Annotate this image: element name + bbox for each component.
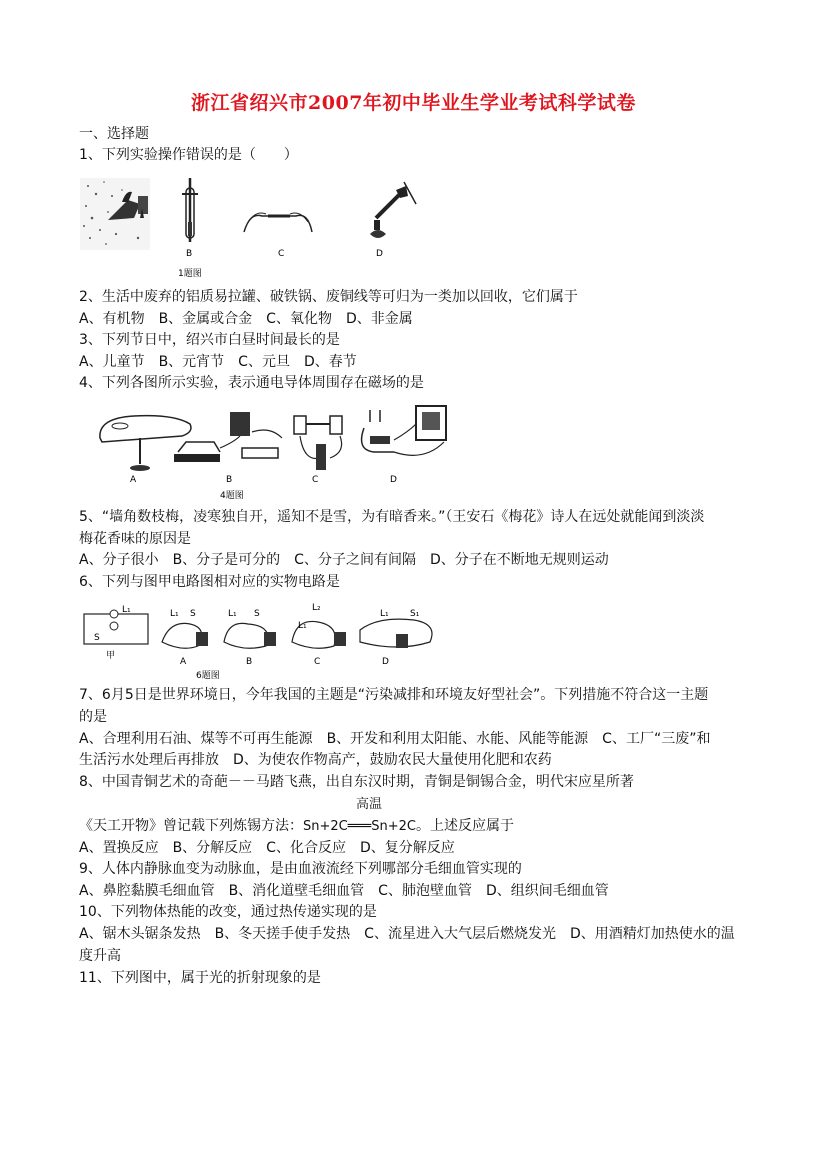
question-1-figure — [78, 172, 438, 280]
question-10-options-2: 度升高 — [79, 948, 121, 964]
question-9-stem: 9、人体内静脉血变为动脉血，是由血液流经下列哪部分毛细血管实现的 — [79, 861, 522, 877]
question-9-options: A、鼻腔黏膜毛细血管 B、消化道壁毛细血管 C、肺泡壁血管 D、组织间毛细血管 — [79, 883, 609, 899]
svg-text:S: S — [190, 609, 196, 619]
question-7-line-1: 7、6月5日是世界环境日，今年我国的主题是“污染减排和环境友好型社会”。下列措施不符合这一主题 — [79, 687, 709, 703]
svg-text:L₁: L₁ — [122, 605, 131, 615]
svg-text:L₁: L₁ — [298, 621, 307, 631]
svg-text:S: S — [254, 609, 260, 619]
question-10-stem: 10、下列物体热能的改变，通过热传递实现的是 — [79, 904, 377, 920]
figure-6b-circuit — [224, 609, 276, 667]
question-6-stem: 6、下列与图甲电路图相对应的实物电路是 — [79, 574, 340, 590]
question-3-options: A、儿童节 B、元宵节 C、元旦 D、春节 — [79, 354, 357, 370]
svg-text:S₁: S₁ — [410, 609, 420, 619]
figure-6d-circuit — [360, 609, 432, 667]
question-2-options: A、有机物 B、金属或合金 C、氧化物 D、非金属 — [79, 311, 413, 327]
question-1-stem: 1、下列实验操作错误的是（ ） — [79, 147, 298, 163]
section-heading: 一、选择题 — [79, 126, 149, 142]
svg-text:C: C — [314, 657, 321, 667]
svg-text:D: D — [382, 657, 389, 667]
question-6-figure — [78, 602, 448, 680]
question-7-line-2: 的是 — [79, 709, 107, 725]
svg-text:L₂: L₂ — [312, 603, 321, 613]
reaction-condition: 高温 — [356, 797, 383, 812]
figure-4d-meter-circuit — [362, 406, 446, 485]
svg-text:C: C — [278, 249, 285, 259]
question-7-options-2: 生活污水处理后再排放 D、为使农作物高产，鼓励农民大量使用化肥和农药 — [79, 752, 552, 768]
figure-4c-electromagnet — [294, 416, 342, 485]
question-5-line-1: 5、“墙角数枝梅，凌寒独自开，遥知不是雪，为有暗香来。”（王安石《梅花》诗人在远处就能闻到淡淡 — [79, 509, 705, 525]
question-5-line-2: 梅花香味的原因是 — [79, 531, 191, 547]
svg-text:B: B — [246, 657, 253, 667]
figure-1c-hands-connecting-tube — [244, 213, 312, 259]
svg-text:B: B — [186, 249, 193, 259]
page-title: 浙江省绍兴市2007年初中毕业生学业考试科学试卷 — [191, 92, 636, 114]
svg-text:甲: 甲 — [106, 651, 116, 661]
question-8-text-a: 《天工开物》曾记载下列炼锡方法： — [79, 818, 303, 834]
question-4-figure — [94, 402, 474, 502]
svg-text:D: D — [390, 475, 397, 485]
figure-4a-wire-compass — [100, 416, 191, 485]
question-5-options: A、分子很小 B、分子是可分的 C、分子之间有间隔 D、分子在不断地无规则运动 — [79, 552, 609, 568]
question-11-stem: 11、下列图中，属于光的折射现象的是 — [79, 970, 321, 986]
question-2-stem: 2、生活中废弃的铝质易拉罐、破铁锅、废铜线等可归为一类加以回收，它们属于 — [79, 289, 578, 305]
question-8-line-2 — [79, 816, 514, 837]
question-7-options-1: A、合理利用石油、煤等不可再生能源 B、开发和利用太阳能、水能、风能等能源 C、工厂“三废”和 — [79, 731, 711, 747]
svg-text:A: A — [130, 475, 137, 485]
figure-6c-circuit — [292, 603, 346, 667]
figure-1-caption: 1题图 — [178, 269, 202, 279]
question-8-options: A、置换反应 B、分解反应 C、化合反应 D、复分解反应 — [79, 840, 455, 856]
question-10-options-1: A、锯木头锯条发热 B、冬天搓手使手发热 C、流星进入大气层后燃烧发光 D、用酒精灯加热使水的温 — [79, 926, 735, 942]
svg-text:L₁: L₁ — [170, 609, 179, 619]
figure-1d-lamp-lighting — [370, 182, 416, 259]
question-4-stem: 4、下列各图所示实验，表示通电导体周围存在磁场的是 — [79, 375, 424, 391]
question-8-line-1: 8、中国青铜艺术的奇葩－－马踏飞燕，出自东汉时期，青铜是铜锡合金，明代宋应星所著 — [79, 774, 634, 790]
svg-text:L₁: L₁ — [380, 609, 389, 619]
svg-text:S: S — [94, 633, 100, 643]
svg-text:A: A — [180, 657, 187, 667]
figure-1a-alcohol-lamp-scene — [80, 178, 150, 250]
figure-4b-magnet-battery — [174, 412, 282, 485]
figure-6-jia-circuit-diagram — [84, 605, 148, 661]
question-3-stem: 3、下列节日中，绍兴市白昼时间最长的是 — [79, 332, 340, 348]
figure-6-caption: 6题图 — [196, 671, 220, 680]
figure-4-caption: 4题图 — [220, 491, 244, 501]
svg-text:C: C — [312, 475, 319, 485]
svg-text:L₁: L₁ — [228, 609, 237, 619]
reaction-equation: Sn+2C═══Sn+2C — [303, 819, 416, 834]
figure-1b-test-tube — [182, 178, 198, 259]
question-8-text-b: 。上述反应属于 — [415, 818, 514, 834]
svg-text:D: D — [376, 249, 383, 259]
figure-6a-circuit — [162, 609, 208, 667]
svg-text:B: B — [226, 475, 233, 485]
